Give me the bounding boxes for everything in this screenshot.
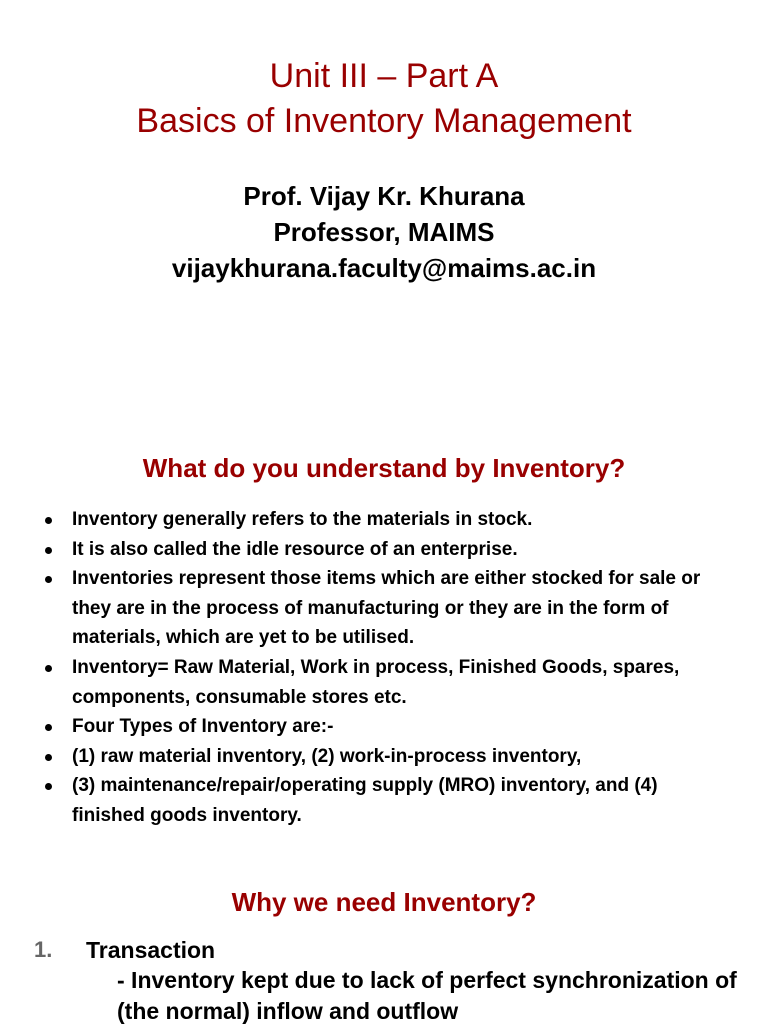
list-item-title: Transaction [86, 937, 216, 963]
bullet-item [72, 742, 732, 772]
inventory-need-heading: Why we need Inventory? [231, 887, 537, 917]
bullet-item [72, 771, 732, 830]
list-item-description: - Inventory kept due to lack of perfect synchronization of (the normal) inflow and outflow [117, 967, 737, 1024]
inventory-bullet-list [72, 505, 732, 831]
bullet-dot-icon [45, 576, 52, 583]
bullet-text: Inventory generally refers to the materials in stock. [72, 509, 533, 530]
bullet-text: It is also called the idle resource of an enterprise. [72, 538, 518, 560]
author-email: vijaykhurana.faculty@maims.ac.in [171, 253, 597, 283]
list-number: 1. [34, 937, 53, 962]
author-name: Prof. Vijay Kr. Khurana [243, 181, 525, 211]
bullet-dot-icon [45, 665, 52, 672]
bullet-item [72, 564, 732, 653]
bullet-dot-icon [45, 783, 52, 790]
inventory-definition-heading: What do you understand by Inventory? [142, 453, 626, 483]
bullet-text: (3) maintenance/repair/operating supply (MRO) inventory, and (4) finished goods inventory. [72, 775, 658, 826]
slide-title-line-2: Basics of Inventory Management [136, 102, 632, 140]
bullet-item [72, 505, 732, 535]
author-role: Professor, MAIMS [273, 217, 495, 247]
bullet-dot-icon [45, 547, 52, 554]
bullet-text: Inventory= Raw Material, Work in process, Finished Goods, spares, components, consumable stores etc. [72, 656, 680, 708]
bullet-item [72, 535, 732, 565]
bullet-dot-icon [45, 754, 52, 761]
bullet-dot-icon [45, 724, 52, 731]
bullet-text: Inventories represent those items which are either stocked for sale or they are in the process of manufacturing or they are in the form of materials, which are yet to be utilised. [72, 568, 701, 649]
slide-title-line-1: Unit III – Part A [269, 57, 499, 95]
bullet-text: Four Types of Inventory are:- [72, 716, 334, 738]
bullet-item [72, 653, 732, 712]
bullet-text: (1) raw material inventory, (2) work-in-process inventory, [72, 745, 582, 767]
bullet-dot-icon [45, 517, 52, 524]
bullet-item [72, 712, 732, 742]
